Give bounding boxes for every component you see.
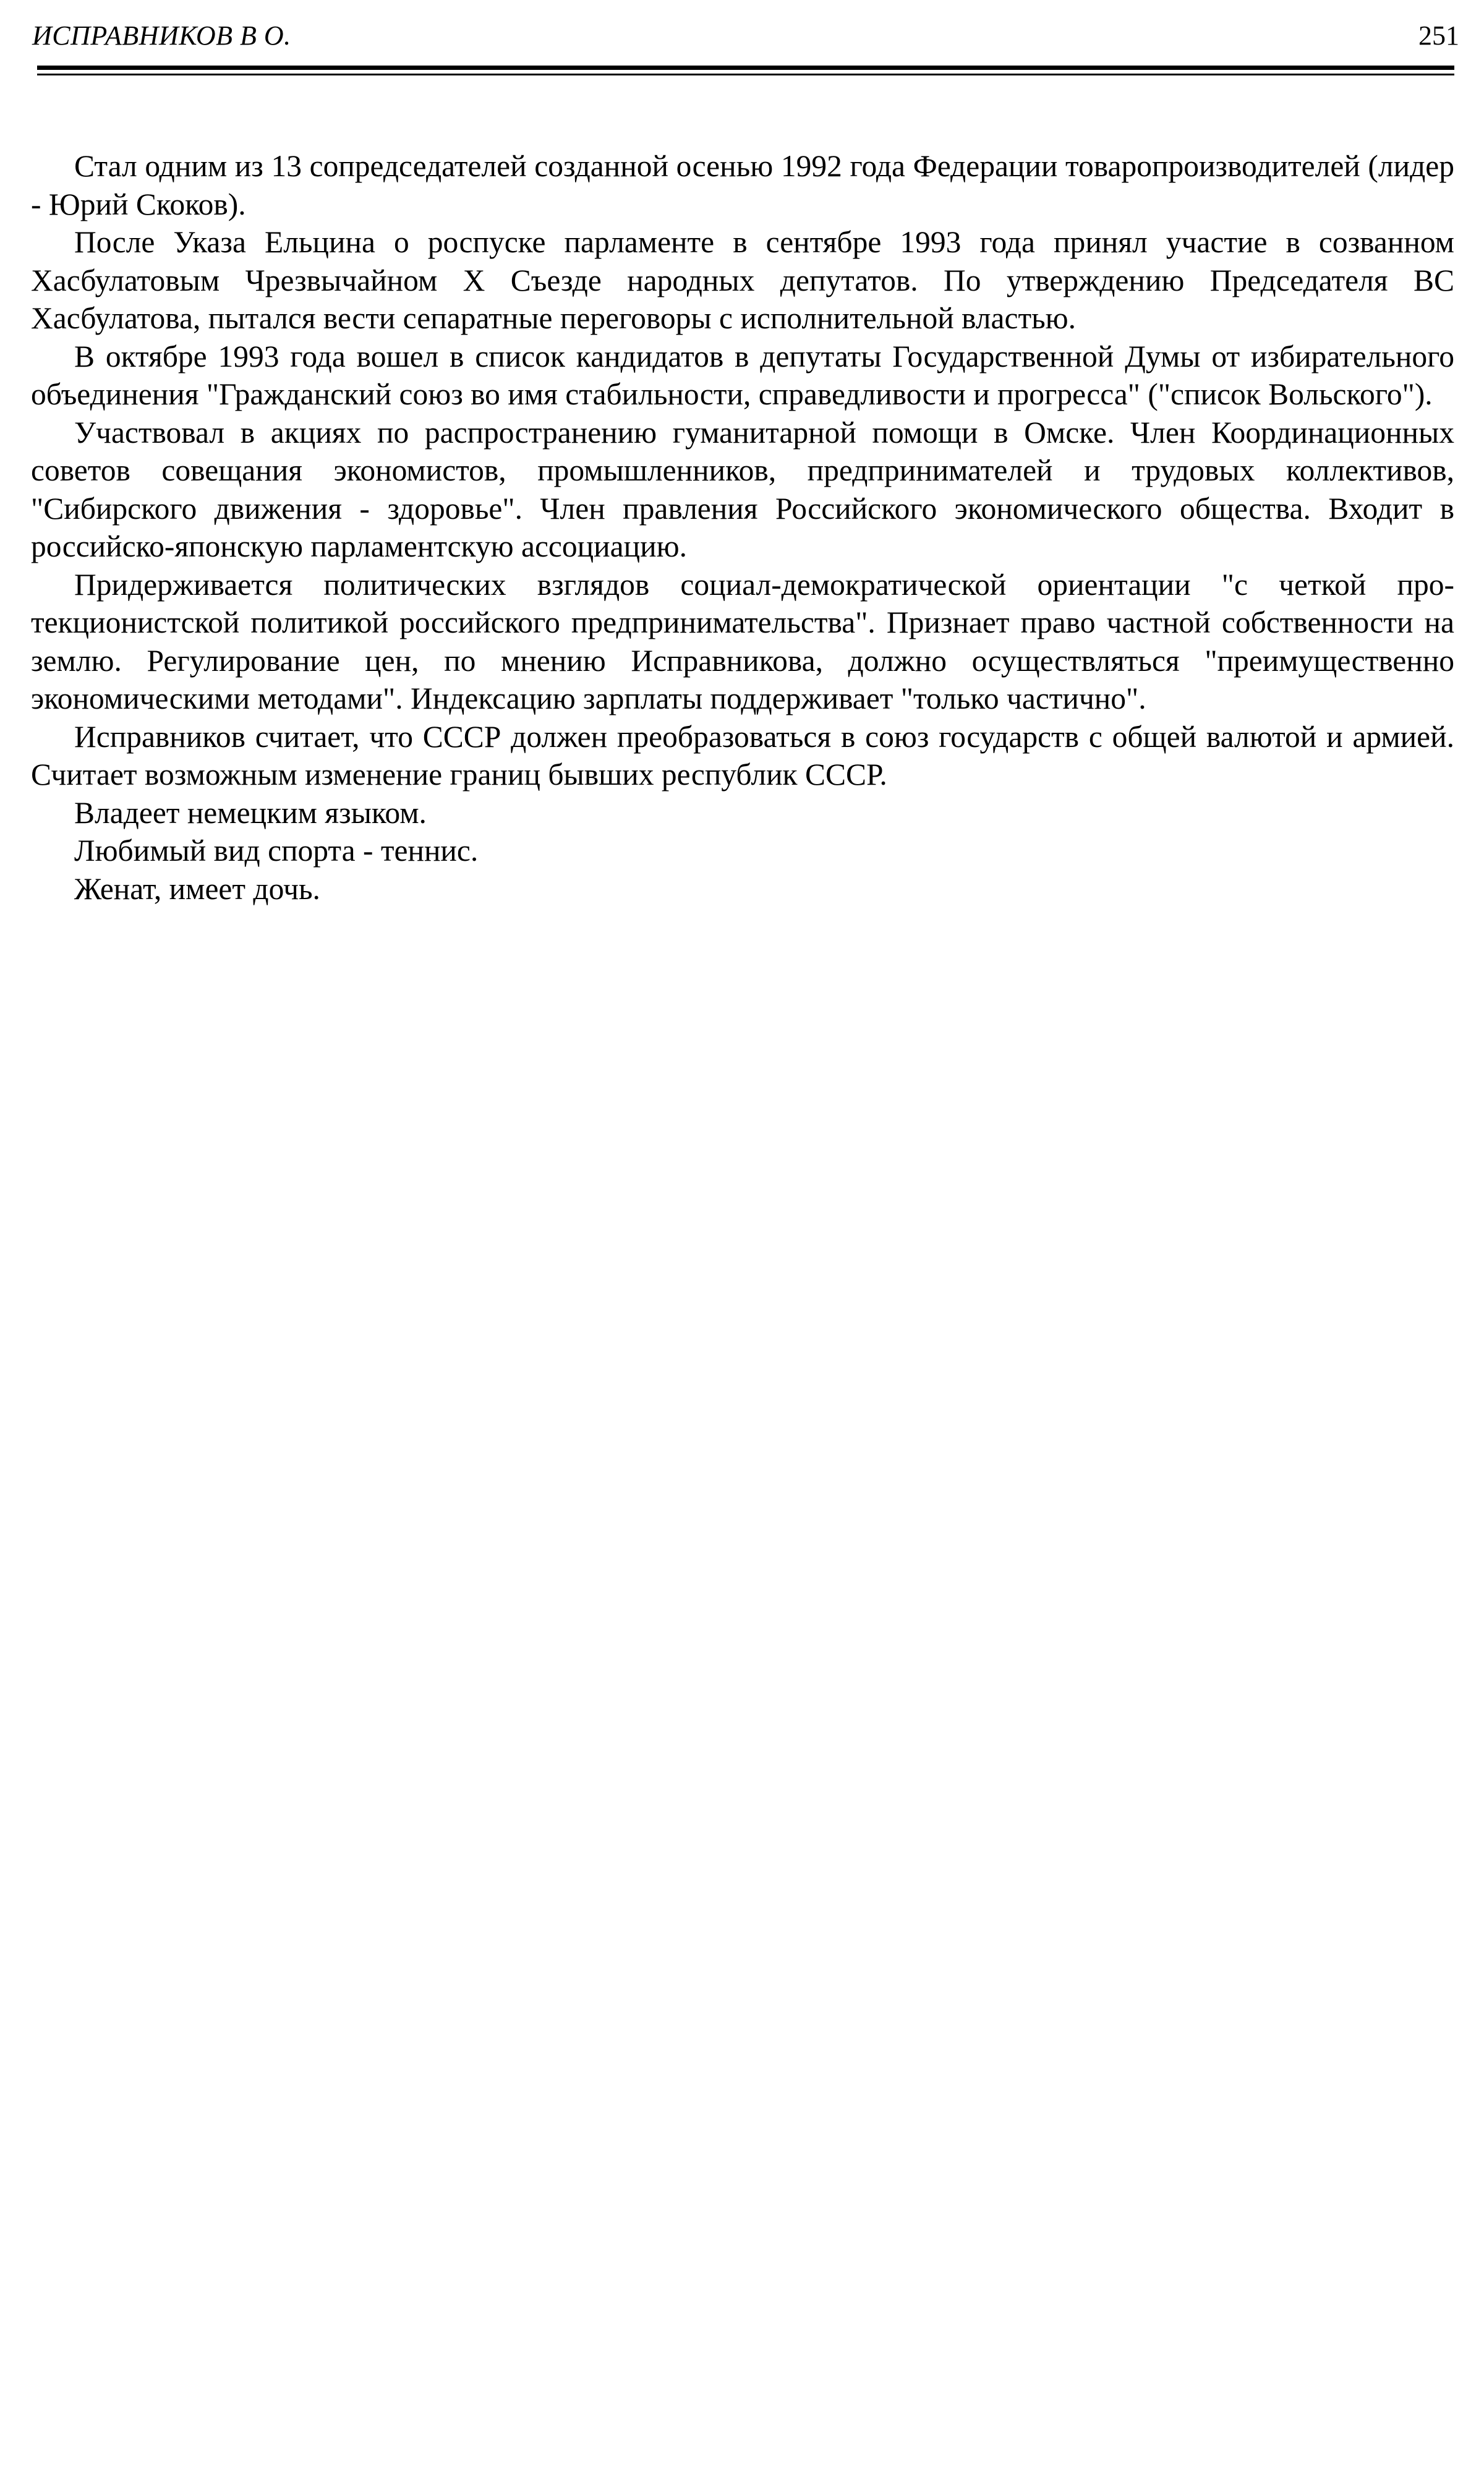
body-text	[31, 147, 1454, 908]
paragraph: Стал одним из 13 сопредседателей созданной осенью 1992 года Федерации товаропроизводителей (лидер - Юрий Скоков).	[31, 149, 1454, 221]
header-rule-thin	[37, 74, 1454, 75]
paragraph: Любимый вид спорта - теннис.	[74, 834, 479, 868]
running-header	[32, 16, 1459, 56]
page-number: 251	[1418, 20, 1459, 51]
paragraph: Владеет немецким языком.	[74, 795, 427, 830]
paragraph: В октябре 1993 года вошел в список кандидатов в депутаты Государственной Думы от избирательного объединения "Гражданский союз во имя стабильности, справедливости и прогресса" ("список Вольского").	[31, 339, 1454, 411]
paragraph: Придерживается политических взглядов социал-демократической ориентации "с четкой протекционистской политикой российского предпринимательства". Признает право частной собственности на землю. Регулирование цен, по мнению Исправникова, должно осуществляться "преимущественно экономическими методами". Индексацию зарплаты поддерживает "только частично".	[31, 567, 1454, 715]
paragraph: Исправников считает, что СССР должен преобразоваться в союз государств с общей валютой и армией. Считает возможным изменение границ бывших республик СССР.	[31, 719, 1454, 792]
paragraph: После Указа Ельцина о роспуске парламенте в сентябре 1993 года принял участие в созванном Хасбулатовым Чрезвычайном X Съезде народных депутатов. По утверждению Председателя ВС Хасбулатова, пытался вести сепаратные переговоры с исполнительной властью.	[31, 225, 1454, 335]
paragraph: Женат, имеет дочь.	[74, 871, 320, 906]
paragraph: Участвовал в акциях по распространению гуманитарной помощи в Омске. Член Координационных советов совещания экономистов, промышленников, предпринимателей и трудовых коллективов, "Сибирского движения - здоровье". Член правления Российского экономического общества. Входит в российско-японскую парламентскую ассоциацию.	[31, 415, 1454, 563]
header-rule-thick	[37, 66, 1454, 70]
header-person-name: ИСПРАВНИКОВ В О.	[32, 20, 291, 51]
